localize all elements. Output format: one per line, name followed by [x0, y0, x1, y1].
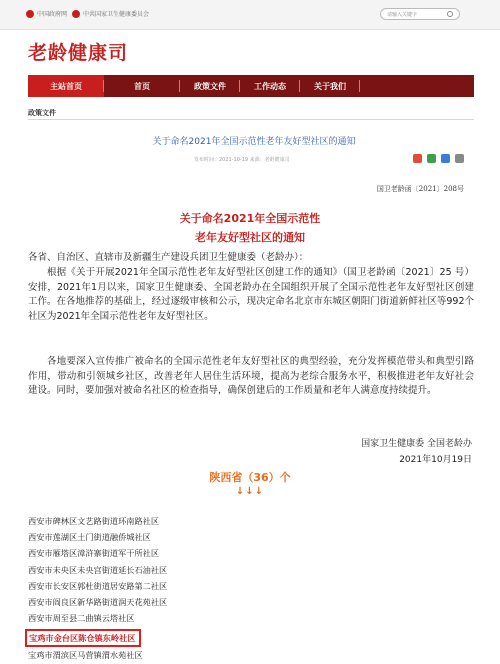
- gov-emblem-icon: [26, 10, 34, 18]
- list-item: 西安市阎良区新华路街道润天花苑社区: [28, 596, 168, 607]
- community-list: [28, 513, 474, 664]
- highlighted-list-item: 宝鸡市金台区陈仓镇东岭社区: [25, 629, 141, 647]
- share-weibo-icon[interactable]: [413, 154, 422, 163]
- nav-main-home-label: 主站首页: [50, 81, 82, 91]
- nav-news-label: 工作动态: [254, 81, 286, 91]
- breadcrumb[interactable]: 政策文件: [28, 109, 56, 117]
- divider: [28, 119, 474, 120]
- search-placeholder: 请输入关键字: [387, 11, 418, 18]
- nav-home[interactable]: [104, 75, 180, 97]
- down-arrows-icon: ↓↓↓: [235, 486, 265, 497]
- gov-link-label: 中国政府网: [37, 11, 68, 18]
- share-qzone-icon[interactable]: [441, 154, 450, 163]
- share-bar: [413, 154, 464, 163]
- notice-title-line2: 老年友好型社区的通知: [195, 231, 305, 244]
- list-item: 西安市莲湖区土门街道融侨城社区: [28, 532, 151, 543]
- main-nav: [28, 75, 474, 97]
- paragraph-2: 各地要深入宣传推广被命名的全国示范性老年友好型社区的典型经验，充分发挥模范带头和典型引路作用，带动和引领城乡社区，改善老年人居住生活环境，提高为老综合服务水平，积极推进老年友好社会建设。同时，要加强对被命名社区的检查指导，确保创建后的工作质量和老年人满意度持续提升。: [28, 356, 474, 397]
- paragraph-1: 根据《关于开展2021年全国示范性老年友好型社区创建工作的通知》（国卫老龄函〔2021〕25 号）安排，2021年1月以来，国家卫生健康委、全国老龄办在全国组织开展了全国示范性老年友好型社区创建工作。在各地推荐的基础上，经过逐级审核和公示，现决定命名北京市东城区朝阳门街道新鲜社区等992个社区为2021年全国示范性老年友好型社区。: [28, 267, 474, 322]
- list-item: 西安市周至县二曲镇云塔社区: [28, 613, 135, 624]
- notice-title-line1: 关于命名2021年全国示范性: [179, 212, 321, 225]
- list-item: 西安市长安区郭杜街道居安路第二社区: [28, 580, 168, 591]
- doc-header: [44, 128, 464, 202]
- gov-link[interactable]: [26, 9, 67, 18]
- nav-policy[interactable]: [180, 75, 240, 97]
- list-item: 西安市雁塔区漳浒寨街道军干所社区: [28, 548, 160, 559]
- list-item: 西安市未央区未央宫街道延长石油社区: [28, 564, 168, 575]
- print-icon[interactable]: [455, 154, 464, 163]
- search-icon[interactable]: [447, 11, 453, 17]
- site-brand[interactable]: 老龄健康司: [28, 42, 129, 64]
- signer: 国家卫生健康委 全国老龄办: [361, 439, 472, 449]
- nhc-emblem-icon: [72, 10, 80, 18]
- nhc-link[interactable]: [72, 9, 149, 18]
- nav-main-home[interactable]: [28, 75, 104, 97]
- list-item: 西安市碑林区文艺路街道环南路社区: [28, 516, 160, 526]
- nhc-link-label: 中共国家卫生健康委员会: [83, 11, 150, 18]
- nav-home-label: 首页: [134, 81, 150, 91]
- date: 2021年10月19日: [399, 455, 472, 465]
- search-input[interactable]: [380, 8, 460, 20]
- nav-policy-label: 政策文件: [194, 81, 226, 91]
- doc-title: 关于命名2021年全国示范性老年友好型社区的通知: [152, 137, 356, 147]
- salutation: 各省、自治区、直辖市及新疆生产建设兵团卫生健康委（老龄办）：: [28, 252, 309, 263]
- top-bar: [0, 0, 500, 30]
- share-wechat-icon[interactable]: [427, 154, 436, 163]
- nav-about[interactable]: [300, 75, 360, 97]
- nav-news[interactable]: [240, 75, 300, 97]
- province-heading: 陕西省（36）个: [209, 471, 291, 484]
- list-item: 宝鸡市渭滨区马营镇渭水苑社区: [28, 650, 143, 661]
- doc-number: 国卫老龄函〔2021〕208号: [376, 185, 464, 193]
- doc-meta: 发布时间：2021-10-19 来源：老龄健康司: [194, 157, 290, 163]
- nav-about-label: 关于我们: [314, 81, 346, 91]
